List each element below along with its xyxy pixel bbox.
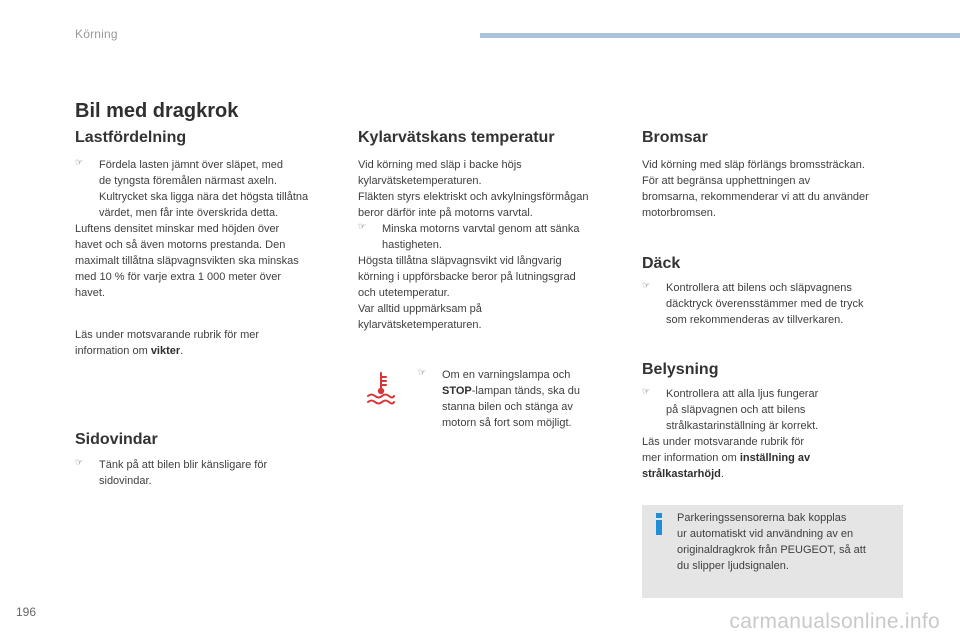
warning-line: stanna bilen och stänga av [442,401,573,413]
para-kylarvatska-2 [358,253,628,333]
bullet-line: Kontrollera att alla ljus fungerar [666,388,819,400]
bullet-line: som rekommenderas av tillverkaren. [666,314,844,326]
para-line: kylarvätsketemperaturen. [358,175,482,187]
bullet-line: Kontrollera att bilens och släpvagnens [666,282,852,294]
pointing-hand-icon: ☞ [642,280,651,290]
ref-prefix: information om [75,345,151,357]
ref-suffix: . [720,468,724,480]
info-line: ur automatiskt vid användning av en [677,528,854,540]
ref-line [75,343,320,359]
para-line: Vid körning med släp förlängs bromssträckan. [642,159,865,171]
coolant-temperature-icon [366,371,396,405]
stop-label: STOP [442,385,472,397]
ref-suffix: . [180,345,184,357]
reference-belysning [642,434,904,482]
bullet-line: Minska motorns varvtal genom att sänka [382,223,580,235]
bullet-sidovindar [75,457,320,489]
bullet-line: hastigheten. [382,239,442,251]
info-text [677,510,899,574]
para-line: Högsta tillåtna släpvagnsvikt vid långvarig [358,255,562,267]
info-line: du slipper ljudsignalen. [677,560,789,572]
warning-text [418,367,628,431]
para-line: havet och så även motorns prestanda. Den [75,239,286,251]
ref-line: Läs under motsvarande rubrik för mer [75,329,260,341]
column-middle [358,128,628,333]
column-left [75,128,320,359]
para-kylarvatska-1 [358,157,628,221]
heading-belysning: Belysning [642,361,719,378]
bullet-line: värdet, men får inte överskrida detta. [99,207,279,219]
para-lastfordelning [75,221,320,301]
para-line: För att begränsa upphettningen av [642,175,811,187]
para-line: Vid körning med släp i backe höjs [358,159,522,171]
para-line: körning i uppförsbacke beror på lutningsgrad [358,271,576,283]
bullet-line: Kultrycket ska ligga nära det högsta tillåtna [99,191,309,203]
para-line: motorbromsen. [642,207,716,219]
ref-line [642,466,904,482]
info-icon [652,513,666,535]
watermark: carmanualsonline.info [729,610,940,633]
info-box [642,505,903,598]
bullet-line: Tänk på att bilen blir känsligare för [99,459,268,471]
heading-sidovindar: Sidovindar [75,431,158,448]
page-title: Bil med dragkrok [75,100,239,122]
warning-line [442,383,628,399]
bullet-kylarvatska [358,221,628,253]
header-section-label: Körning [75,27,118,41]
info-line: Parkeringssensorerna bak kopplas [677,512,847,524]
page-number: 196 [16,605,37,619]
bullet-line: på släpvagnen och att bilens [666,404,806,416]
warning-line2-rest: -lampan tänds, ska du [471,385,580,397]
warning-box [358,363,630,433]
bullet-dack [642,280,904,328]
pointing-hand-icon: ☞ [358,221,367,231]
ref-bold-vikter: vikter [150,345,181,357]
para-bromsar [642,157,904,221]
heading-kylarvatska: Kylarvätskans temperatur [358,129,555,146]
ref-prefix: mer information om [642,452,740,464]
bullet-line: Fördela lasten jämnt över släpet, med [99,159,284,171]
section-dack [642,254,904,328]
ref-line: Läs under motsvarande rubrik för [642,436,805,448]
pointing-hand-icon: ☞ [75,157,84,167]
para-line: Var alltid uppmärksam på [358,303,482,315]
bullet-line: de tyngsta föremålen närmast axeln. [99,175,277,187]
para-line: med 10 % för varje extra 1 000 meter över [75,271,282,283]
bullet-line: däcktryck överensstämmer med de tryck [666,298,864,310]
column-right [642,128,904,221]
para-line: havet. [75,287,105,299]
info-line: originaldragkrok från PEUGEOT, så att [677,544,866,556]
heading-lastfordelning: Lastfördelning [75,129,187,146]
warning-line: Om en varningslampa och [442,369,571,381]
para-line: Luftens densitet minskar med höjden över [75,223,280,235]
bullet-lastfordelning [75,157,320,221]
bullet-line: strålkastarinställning är korrekt. [666,420,819,432]
bullet-belysning [642,386,904,434]
pointing-hand-icon: ☞ [418,367,427,377]
pointing-hand-icon: ☞ [75,457,84,467]
para-line: och utetemperatur. [358,287,450,299]
para-line: maximalt tillåtna släpvagnsvikten ska minskas [75,255,299,267]
para-line: bromsarna, rekommenderar vi att du använder [642,191,869,203]
section-belysning [642,360,904,482]
reference-vikter [75,327,320,359]
header-accent-bar [480,33,960,38]
pointing-hand-icon: ☞ [642,386,651,396]
heading-bromsar: Bromsar [642,129,708,146]
heading-dack: Däck [642,255,681,272]
para-line: Fläkten styrs elektriskt och avkylningsförmågan [358,191,589,203]
bullet-warning [418,367,628,431]
ref-line [642,450,904,466]
para-line: kylarvätsketemperaturen. [358,319,482,331]
ref-bold-stralkastarhojd: strålkastarhöjd [642,468,721,480]
ref-bold-installning: inställning av [739,452,811,464]
para-line: beror därför inte på motorns varvtal. [358,207,533,219]
warning-line: motorn så fort som möjligt. [442,417,572,429]
section-sidovindar [75,430,320,489]
bullet-line: sidovindar. [99,475,152,487]
